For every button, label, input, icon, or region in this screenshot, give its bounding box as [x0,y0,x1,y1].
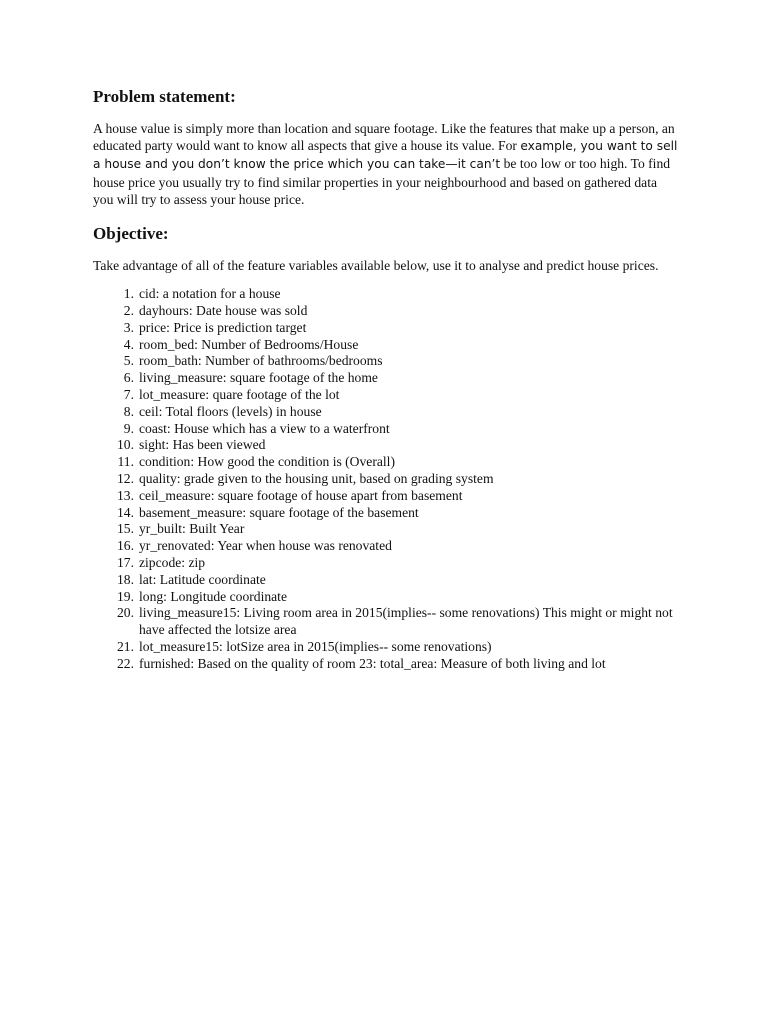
list-item-text: furnished: Based on the quality of room 23: total_area: Measure of both living and lot [139,655,606,671]
list-item-number: 10. [117,437,134,453]
list-item [93,320,678,337]
list-item-number: 7. [123,387,134,402]
list-item-text: quality: grade given to the housing unit, based on grading system [139,470,494,486]
list-item-text: living_measure: square footage of the home [139,370,378,386]
list-item [93,605,678,639]
list-item-text: lat: Latitude coordinate [139,571,266,587]
problem-text-part3: be too low or too high. To find house price you usually try to find similar properties in your neighbourhood and based on gathered data you will try to assess your house price. [93,156,671,207]
list-item-text: lot_measure: quare footage of the lot [139,387,340,402]
feature-list [93,286,678,672]
list-item-number: 20. [117,605,134,621]
list-item [93,421,678,438]
list-item-text: ceil_measure: square footage of house apart from basement [139,487,463,503]
list-item-number: 22. [117,655,134,671]
list-item [93,337,678,354]
list-item [93,538,678,555]
list-item [93,404,678,421]
list-item-text: yr_renovated: Year when house was renovated [139,538,392,554]
list-item [93,353,678,370]
objective-heading: Objective: [93,224,169,244]
list-item [93,370,678,387]
list-item-text: living_measure15: Living room area in 2015(implies-- some renovations) This might or might not have affected the lotsize area [139,605,673,638]
list-item-number: 13. [117,487,134,503]
problem-statement-paragraph [93,120,678,208]
problem-text-part2: example, you want to sell a house and you don’t know the price which you can take—it can’t [93,139,678,172]
list-item [93,488,678,505]
list-item-number: 5. [123,353,134,369]
problem-statement-heading: Problem statement: [93,87,236,106]
list-item-number: 2. [123,303,134,319]
list-item-text: dayhours: Date house was sold [139,303,308,319]
problem-text-part1: A house value is simply more than location and square footage. Like the features that make up a person, an educated party would want to know all aspects that give a house its value. For [93,121,675,154]
list-item-text: zipcode: zip [139,554,206,570]
list-item [93,454,678,471]
list-item-number: 19. [117,588,134,604]
list-item [93,387,678,404]
list-item [93,471,678,488]
list-item [93,639,678,656]
list-item-number: 14. [117,504,134,520]
list-item-number: 12. [117,470,134,486]
list-item [93,555,678,572]
list-item-number: 21. [117,638,134,654]
list-item-number: 15. [117,521,134,537]
list-item-text: cid: a notation for a house [139,286,281,302]
list-item-text: yr_built: Built Year [139,521,245,537]
list-item-number: 11. [117,454,134,470]
list-item [93,505,678,522]
list-item-text: room_bed: Number of Bedrooms/House [139,336,359,352]
list-item-number: 6. [123,370,134,386]
list-item-text: lot_measure15: lotSize area in 2015(implies-- some renovations) [139,638,492,654]
list-item-text: coast: House which has a view to a waterfront [139,420,390,436]
list-item-number: 18. [117,571,134,587]
list-item-number: 17. [117,554,134,570]
list-item-number: 3. [123,319,134,335]
list-item-text: room_bath: Number of bathrooms/bedrooms [139,353,383,369]
list-item-number: 4. [123,336,134,352]
list-item-text: long: Longitude coordinate [139,588,287,604]
list-item [93,303,678,320]
list-item-text: price: Price is prediction target [139,319,307,335]
list-item-number: 1. [123,286,134,302]
list-item [93,589,678,606]
list-item-number: 16. [117,538,134,554]
list-item-text: condition: How good the condition is (Overall) [139,454,395,470]
list-item [93,572,678,589]
objective-paragraph: Take advantage of all of the feature variables available below, use it to analyse and predict house prices. [93,258,659,274]
list-item [93,437,678,454]
list-item-number: 8. [123,403,134,419]
list-item [93,286,678,303]
list-item-text: ceil: Total floors (levels) in house [139,403,322,419]
list-item-number: 9. [123,420,134,436]
list-item [93,521,678,538]
list-item-text: sight: Has been viewed [139,437,266,453]
list-item-text: basement_measure: square footage of the basement [139,504,419,520]
list-item [93,656,678,673]
